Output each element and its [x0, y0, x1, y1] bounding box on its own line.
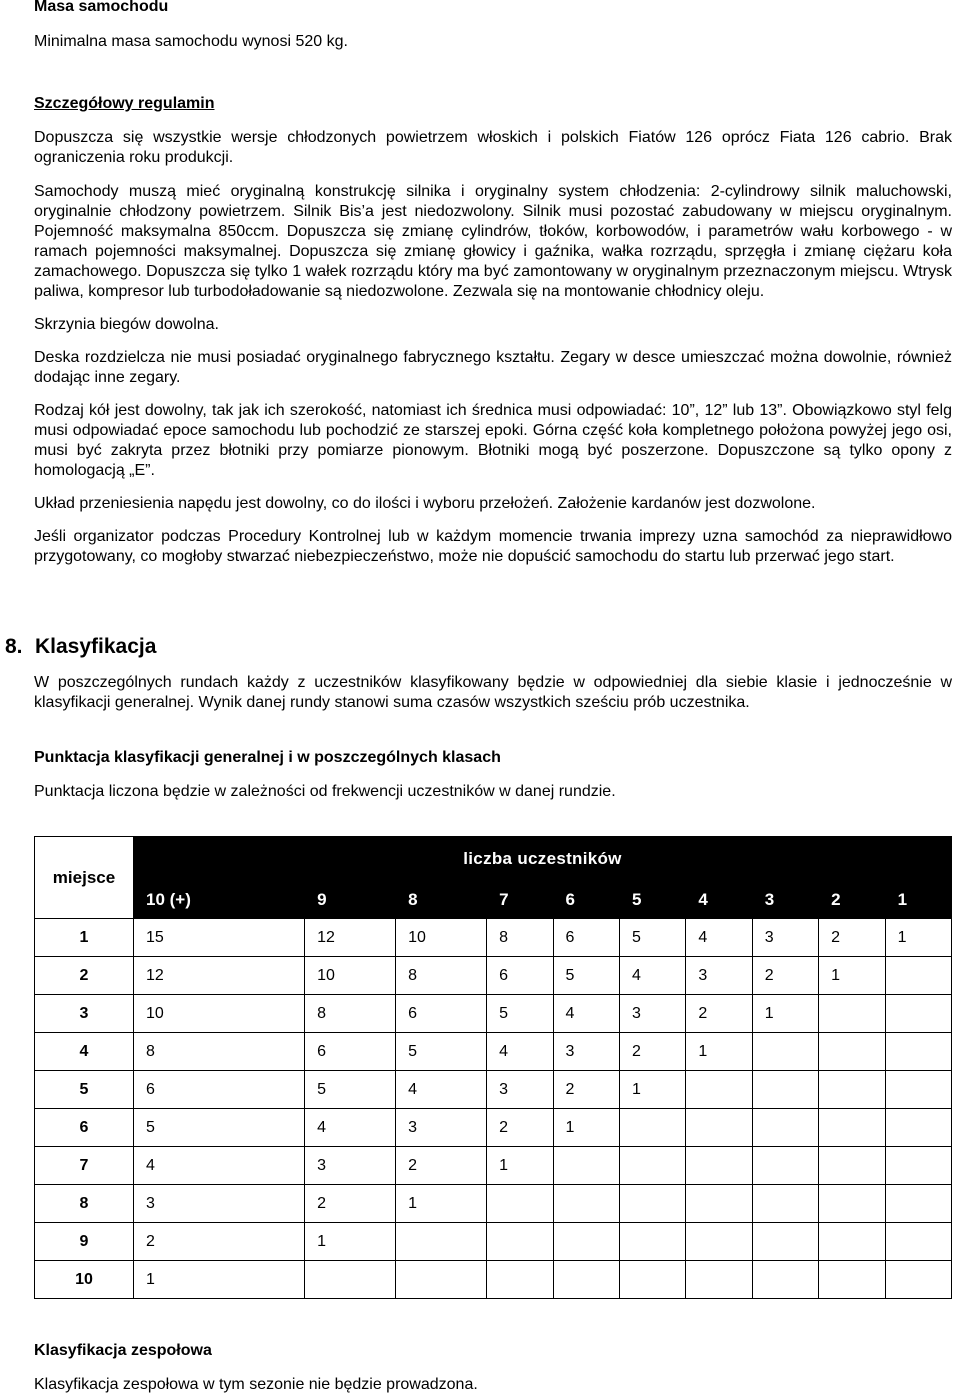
table-row-place: 3: [35, 995, 134, 1033]
table-row-place: 7: [35, 1147, 134, 1185]
table-cell: [686, 1223, 752, 1261]
table-cell: 2: [819, 919, 885, 957]
table-cell: [752, 1147, 818, 1185]
table-cell: 3: [752, 919, 818, 957]
paragraph-dashboard: Deska rozdzielcza nie musi posiadać oryginalnego fabrycznego kształtu. Zegary w desce umieszczać można dowolnie, również dodając inne zegary.: [34, 349, 952, 386]
paragraph-wheels: Rodzaj kół jest dowolny, tak jak ich szerokość, natomiast ich średnica musi odpowiadać: 10”, 12” lub 13”. Obowiązkowo styl felg musi odpowiadać epoce samochodu lub pochodzić ze starszej epoki. Górna część koła kompletnego położona powyżej jego osi, musi być zakryta przez błotniki przy pomiarze pionowym. Błotniki mogą być poszerzone. Dopuszczone są tylko opony z homologacją „E”.: [34, 402, 952, 479]
table-cell: [819, 1261, 885, 1299]
table-cell: [819, 1071, 885, 1109]
table-cell: 4: [487, 1033, 553, 1071]
table-cell: 5: [487, 995, 553, 1033]
table-cell: 8: [134, 1033, 305, 1071]
table-cell: [752, 1261, 818, 1299]
table-cell: 2: [686, 995, 752, 1033]
table-row-place: 2: [35, 957, 134, 995]
table-cell: 3: [134, 1185, 305, 1223]
table-cell: [819, 1147, 885, 1185]
table-row-place: 1: [35, 919, 134, 957]
table-row: [35, 1033, 952, 1071]
table-row: [35, 957, 952, 995]
regulamin-body: [34, 128, 952, 567]
table-cell: [752, 1033, 818, 1071]
paragraph-drivetrain: Układ przeniesienia napędu jest dowolny, co do ilości i wyboru przełożeń. Założenie kardanów jest dozwolone.: [34, 495, 816, 512]
table-cell: 4: [305, 1109, 396, 1147]
table-cell: [819, 1109, 885, 1147]
table-header-row-1: [35, 837, 952, 882]
table-cell: 1: [819, 957, 885, 995]
table-cell: [487, 1223, 553, 1261]
paragraph-gearbox: Skrzynia biegów dowolna.: [34, 316, 219, 333]
table-row: [35, 1109, 952, 1147]
table-cell: 1: [885, 919, 951, 957]
table-row: [35, 1261, 952, 1299]
table-corner-cell: miejsce: [35, 837, 134, 919]
table-cell: [686, 1109, 752, 1147]
table-cell: 10: [134, 995, 305, 1033]
table-cell: [885, 1071, 951, 1109]
table-row-place: 9: [35, 1223, 134, 1261]
table-cell: 5: [396, 1033, 487, 1071]
table-cell: 12: [305, 919, 396, 957]
table-cell: [885, 1033, 951, 1071]
table-row-place: 8: [35, 1185, 134, 1223]
table-cell: 3: [305, 1147, 396, 1185]
klasyfikacja-body: [34, 673, 952, 713]
table-cell: [619, 1261, 685, 1299]
table-cell: 1: [487, 1147, 553, 1185]
paragraph-fiat-versions: Dopuszcza się wszystkie wersje chłodzonych powietrzem włoskich i polskich Fiatów 126 oprócz Fiata 126 cabrio. Brak ograniczenia roku produkcji.: [34, 129, 952, 166]
table-cell: [686, 1185, 752, 1223]
table-cell: [686, 1147, 752, 1185]
table-cell: 2: [619, 1033, 685, 1071]
table-cell: 1: [752, 995, 818, 1033]
table-cell: 3: [553, 1033, 619, 1071]
table-cell: [553, 1261, 619, 1299]
table-cell: 4: [134, 1147, 305, 1185]
paragraph-classification: W poszczególnych rundach każdy z uczestników klasyfikowany będzie w odpowiedniej dla siebie klasie i jednocześnie w klasyfikacji generalnej. Wynik danej rundy stanowi suma czasów wszystkich sześciu prób uczestnika.: [34, 674, 952, 711]
table-cell: [487, 1261, 553, 1299]
table-cell: [553, 1223, 619, 1261]
table-column-header: 2: [819, 882, 885, 919]
text-masa: Minimalna masa samochodu wynosi 520 kg.: [34, 33, 348, 50]
table-cell: 4: [396, 1071, 487, 1109]
table-column-header: 9: [305, 882, 396, 919]
table-cell: [619, 1109, 685, 1147]
table-cell: [752, 1223, 818, 1261]
table-cell: 6: [396, 995, 487, 1033]
table-cell: 6: [553, 919, 619, 957]
heading-masa: Masa samochodu: [34, 0, 169, 15]
table-cell: 2: [752, 957, 818, 995]
table-cell: 1: [134, 1261, 305, 1299]
heading-punktacja: Punktacja klasyfikacji generalnej i w poszczególnych klasach: [34, 749, 501, 766]
table-row-place: 6: [35, 1109, 134, 1147]
table-cell: 1: [305, 1223, 396, 1261]
table-cell: 5: [553, 957, 619, 995]
text-punktacja: Punktacja liczona będzie w zależności od frekwencji uczestników w danej rundzie.: [34, 783, 616, 800]
table-cell: [819, 995, 885, 1033]
table-cell: [619, 1185, 685, 1223]
table-cell: 12: [134, 957, 305, 995]
table-cell: [885, 1185, 951, 1223]
table-cell: [553, 1185, 619, 1223]
table-cell: [819, 1033, 885, 1071]
table-cell: [752, 1185, 818, 1223]
table-cell: 8: [487, 919, 553, 957]
table-row-place: 5: [35, 1071, 134, 1109]
table-cell: 3: [619, 995, 685, 1033]
text-zespolowa: Klasyfikacja zespołowa w tym sezonie nie będzie prowadzona.: [34, 1376, 478, 1393]
table-row: [35, 1147, 952, 1185]
table-cell: 2: [396, 1147, 487, 1185]
table-cell: [819, 1223, 885, 1261]
table-cell: 3: [487, 1071, 553, 1109]
table-row-place: 10: [35, 1261, 134, 1299]
table-cell: 8: [396, 957, 487, 995]
table-column-header: 7: [487, 882, 553, 919]
table-cell: 15: [134, 919, 305, 957]
table-cell: 1: [553, 1109, 619, 1147]
table-cell: 8: [305, 995, 396, 1033]
table-column-header: 4: [686, 882, 752, 919]
table-cell: 5: [305, 1071, 396, 1109]
table-column-header: 6: [553, 882, 619, 919]
table-cell: [885, 957, 951, 995]
table-cell: 5: [619, 919, 685, 957]
table-cell: 6: [305, 1033, 396, 1071]
table-column-header: 10 (+): [134, 882, 305, 919]
table-cell: [752, 1071, 818, 1109]
table-column-header: 8: [396, 882, 487, 919]
table-row: [35, 1185, 952, 1223]
table-group-header: liczba uczestników: [134, 837, 952, 882]
table-cell: [686, 1261, 752, 1299]
table-cell: 2: [487, 1109, 553, 1147]
heading-zespolowa: Klasyfikacja zespołowa: [34, 1342, 212, 1359]
table-cell: [885, 995, 951, 1033]
table-cell: [619, 1223, 685, 1261]
table-cell: [885, 1223, 951, 1261]
table-column-header: 5: [619, 882, 685, 919]
table-cell: [396, 1223, 487, 1261]
table-row: [35, 1071, 952, 1109]
table-row: [35, 1223, 952, 1261]
table-cell: [553, 1147, 619, 1185]
table-cell: 3: [396, 1109, 487, 1147]
table-header-row-2: [35, 882, 952, 919]
section-number: 8.: [5, 635, 23, 658]
table-row: [35, 995, 952, 1033]
table-cell: [487, 1185, 553, 1223]
table-cell: 5: [134, 1109, 305, 1147]
table-cell: 2: [134, 1223, 305, 1261]
table-cell: [885, 1147, 951, 1185]
points-table: [34, 836, 952, 1299]
table-cell: [396, 1261, 487, 1299]
table-cell: 2: [305, 1185, 396, 1223]
table-cell: 1: [619, 1071, 685, 1109]
paragraph-control-procedure: Jeśli organizator podczas Procedury Kontrolnej lub w każdym momencie trwania imprezy uzna samochód za nieprawidłowo przygotowany, co mogłoby stwarzać niebezpieczeństwo, może nie dopuścić samochodu do startu lub przerwać jego start.: [34, 528, 952, 565]
table-cell: [686, 1071, 752, 1109]
table-cell: [619, 1147, 685, 1185]
table-cell: [885, 1109, 951, 1147]
table-cell: 4: [619, 957, 685, 995]
table-row-place: 4: [35, 1033, 134, 1071]
table-cell: [885, 1261, 951, 1299]
table-cell: 4: [553, 995, 619, 1033]
table-column-header: 3: [752, 882, 818, 919]
paragraph-engine: Samochody muszą mieć oryginalną konstrukcję silnika i oryginalny system chłodzenia: 2-cylindrowy silnik maluchowski, oryginalnie chłodzony powietrzem. Silnik Bis’a jest niedozwolony. Silnik musi pozostać zabudowany w miejscu oryginalnym. Pojemność maksymalna 850ccm. Dopuszcza się zmianę cylindrów, tłoków, korbowodów, i parametrów wału korbowego - w ramach pojemności maksymalnej. Dopuszcza się zmianę głowicy i gaźnika, wałka rozrządu, sprzęgła i zmianę ciężaru koła zamachowego. Dopuszcza się tylko 1 wałek rozrządu który ma być zamontowany w oryginalnym przeznaczonym miejscu. Wtrysk paliwa, kompresor lub turbodoładowanie są niedozwolone. Zezwala się na montowanie chłodnicy oleju.: [34, 183, 952, 300]
section-title-text: Klasyfikacja: [35, 635, 157, 658]
table-cell: 2: [553, 1071, 619, 1109]
table-cell: 1: [396, 1185, 487, 1223]
table-cell: 6: [134, 1071, 305, 1109]
table-column-header: 1: [885, 882, 951, 919]
table-cell: [305, 1261, 396, 1299]
table-cell: 10: [305, 957, 396, 995]
table-cell: 1: [686, 1033, 752, 1071]
table-cell: 6: [487, 957, 553, 995]
section-title-klasyfikacja: [5, 634, 156, 660]
heading-regulamin: Szczegółowy regulamin: [34, 95, 215, 112]
table-cell: 10: [396, 919, 487, 957]
table-cell: 3: [686, 957, 752, 995]
table-row: [35, 919, 952, 957]
table-cell: [752, 1109, 818, 1147]
table-cell: 4: [686, 919, 752, 957]
table-cell: [819, 1185, 885, 1223]
